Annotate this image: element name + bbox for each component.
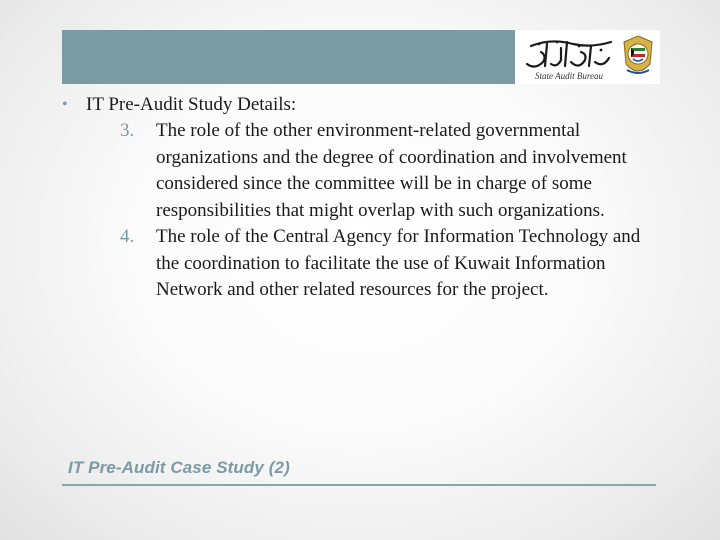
bullet-dot-icon: • bbox=[62, 96, 68, 113]
list-item-number: 3. bbox=[120, 120, 135, 141]
footer-divider bbox=[62, 484, 656, 486]
kuwait-emblem-icon bbox=[619, 34, 657, 80]
slide-content bbox=[62, 92, 672, 304]
list-item-text: The role of the other environment-related governmental organizations and the degree of coordination and involvement considered since the committee will be in charge of some responsibilities that might overlap with such organizations. bbox=[156, 120, 627, 221]
logo-box bbox=[515, 30, 660, 84]
header-bar bbox=[62, 30, 515, 84]
bullet-heading bbox=[62, 92, 672, 118]
list-item-text: The role of the Central Agency for Information Technology and the coordination to facilitate the use of Kuwait Information Network and other related resources for the project. bbox=[156, 226, 641, 300]
list-item bbox=[120, 118, 672, 224]
list-item bbox=[120, 224, 672, 304]
slide-title: IT Pre-Audit Case Study (2) bbox=[68, 458, 290, 477]
logo-caption: State Audit Bureau bbox=[535, 71, 603, 81]
bullet-heading-text: IT Pre-Audit Study Details: bbox=[86, 94, 297, 115]
list-item-number: 4. bbox=[120, 226, 135, 247]
arabic-calligraphy-logo bbox=[521, 34, 617, 74]
